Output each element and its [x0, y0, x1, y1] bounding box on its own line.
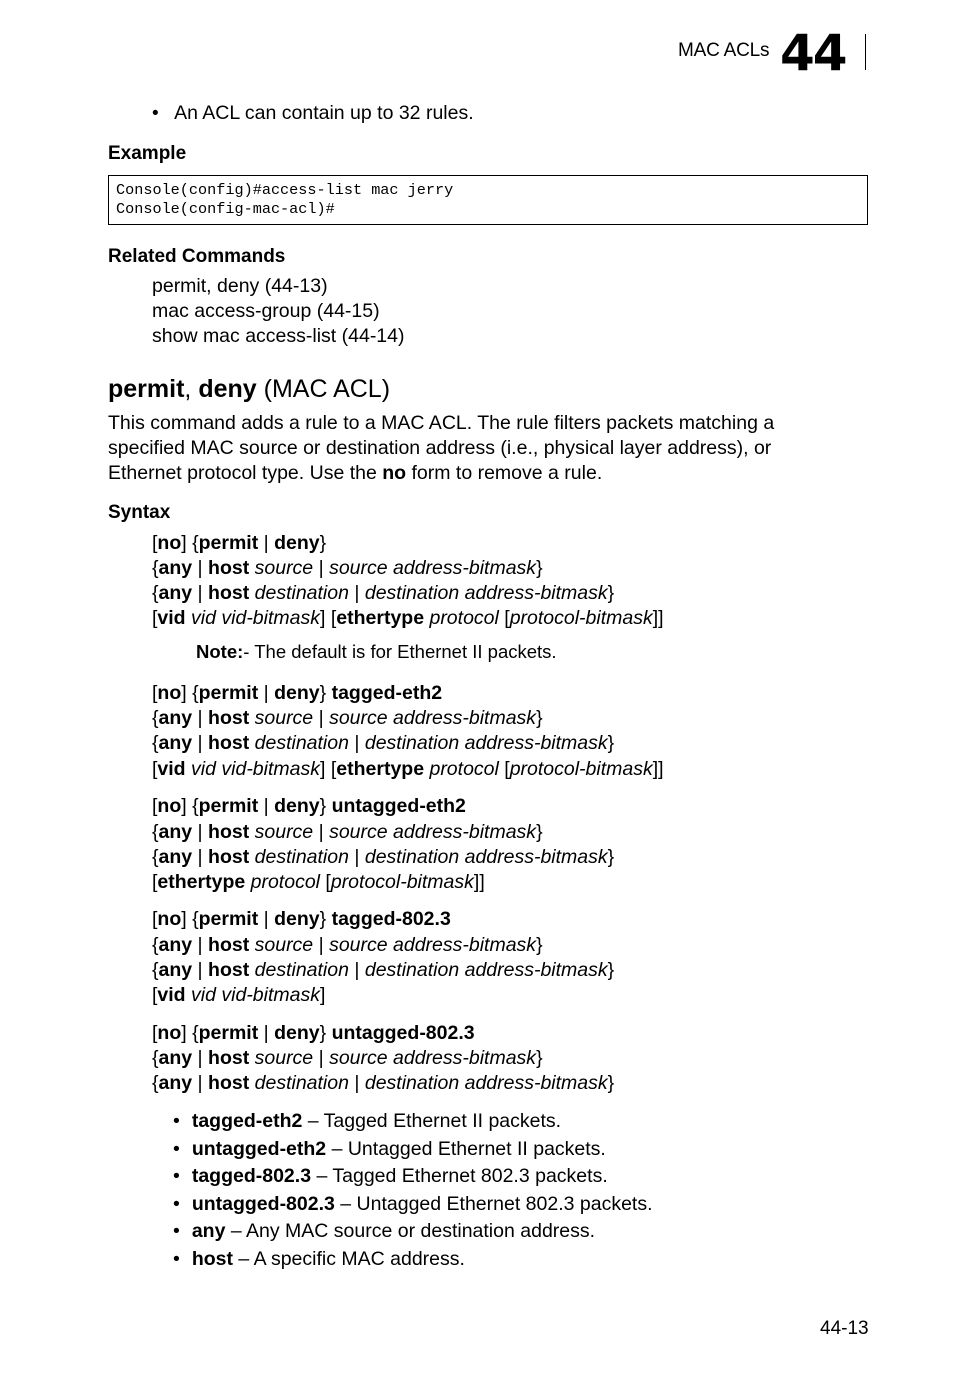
param-bullet: • untagged-802.3 – Untagged Ethernet 802.3 packets. — [173, 1193, 653, 1215]
syntax-line: {any | host destination | destination address-bitmask} — [152, 959, 615, 981]
title-suffix: (MAC ACL) — [256, 375, 391, 403]
syntax-line: [no] {permit | deny} untagged-eth2 — [152, 795, 466, 817]
syntax-note — [196, 641, 557, 663]
title-keyword: permit — [108, 375, 185, 403]
syntax-line: [no] {permit | deny} untagged-802.3 — [152, 1022, 475, 1044]
syntax-line: [vid vid vid-bitmask] [ethertype protocol [protocol-bitmask]] — [152, 607, 664, 629]
syntax-line: [ethertype protocol [protocol-bitmask]] — [152, 871, 485, 893]
syntax-line: {any | host source | source address-bitmask} — [152, 934, 543, 956]
param-bullet: • any – Any MAC source or destination address. — [173, 1220, 596, 1242]
chapter-title: MAC ACLs — [678, 40, 770, 61]
param-bullet: • tagged-eth2 – Tagged Ethernet II packets. — [173, 1110, 562, 1132]
intro-bullet — [152, 101, 474, 127]
syntax-line: {any | host source | source address-bitmask} — [152, 707, 543, 729]
description-line: This command adds a rule to a MAC ACL. The rule filters packets matching a — [108, 412, 775, 434]
bullet-marker: • — [173, 1138, 180, 1160]
page-number: 44-13 — [820, 1318, 869, 1339]
title-separator: , — [184, 375, 199, 403]
no-keyword: no — [382, 462, 407, 484]
chapter-number: 44 — [780, 24, 846, 82]
related-command-link[interactable]: mac access-group (44-15) — [152, 300, 380, 322]
syntax-line: {any | host source | source address-bitmask} — [152, 821, 543, 843]
bullet-marker: • — [173, 1220, 180, 1242]
param-bullet: • host – A specific MAC address. — [173, 1248, 465, 1270]
syntax-line: {any | host destination | destination address-bitmask} — [152, 732, 615, 754]
bullet-marker: • — [173, 1165, 180, 1187]
syntax-line: [no] {permit | deny} tagged-eth2 — [152, 682, 443, 704]
code-line: Console(config)#access-list mac jerry — [116, 181, 454, 199]
section-title — [108, 375, 390, 404]
syntax-line: {any | host destination | destination address-bitmask} — [152, 1072, 615, 1094]
description-line: specified MAC source or destination address (i.e., physical layer address), or — [108, 437, 772, 459]
code-line: Console(config-mac-acl)# — [116, 200, 335, 218]
chapter-divider — [865, 34, 866, 70]
note-text: - The default is for Ethernet II packets. — [243, 641, 557, 662]
related-command-link[interactable]: permit, deny (44-13) — [152, 275, 328, 297]
bullet-marker: • — [173, 1248, 180, 1270]
syntax-line: {any | host source | source address-bitmask} — [152, 1047, 543, 1069]
description-line: Ethernet protocol type. Use the no form to remove a rule. — [108, 462, 603, 484]
bullet-marker: • — [152, 103, 159, 124]
bullet-marker: • — [173, 1110, 180, 1132]
intro-bullet-text: An ACL can contain up to 32 rules. — [174, 102, 474, 124]
syntax-heading: Syntax — [108, 502, 171, 523]
param-bullet: • tagged-802.3 – Tagged Ethernet 802.3 packets. — [173, 1165, 608, 1187]
related-commands-heading: Related Commands — [108, 246, 286, 267]
syntax-line: {any | host destination | destination address-bitmask} — [152, 846, 615, 868]
syntax-line: {any | host source | source address-bitmask} — [152, 557, 543, 579]
bullet-marker: • — [173, 1193, 180, 1215]
example-heading: Example — [108, 143, 187, 164]
syntax-line: {any | host destination | destination address-bitmask} — [152, 582, 615, 604]
param-bullet: • untagged-eth2 – Untagged Ethernet II packets. — [173, 1138, 606, 1160]
syntax-line: [vid vid vid-bitmask] [ethertype protocol [protocol-bitmask]] — [152, 758, 664, 780]
code-example-box — [108, 175, 868, 225]
syntax-line: [no] {permit | deny} — [152, 532, 327, 554]
title-keyword: deny — [198, 375, 257, 403]
syntax-line: [no] {permit | deny} tagged-802.3 — [152, 908, 451, 930]
note-label: Note: — [196, 641, 244, 662]
related-command-link[interactable]: show mac access-list (44-14) — [152, 325, 405, 347]
syntax-line: [vid vid vid-bitmask] — [152, 984, 326, 1006]
